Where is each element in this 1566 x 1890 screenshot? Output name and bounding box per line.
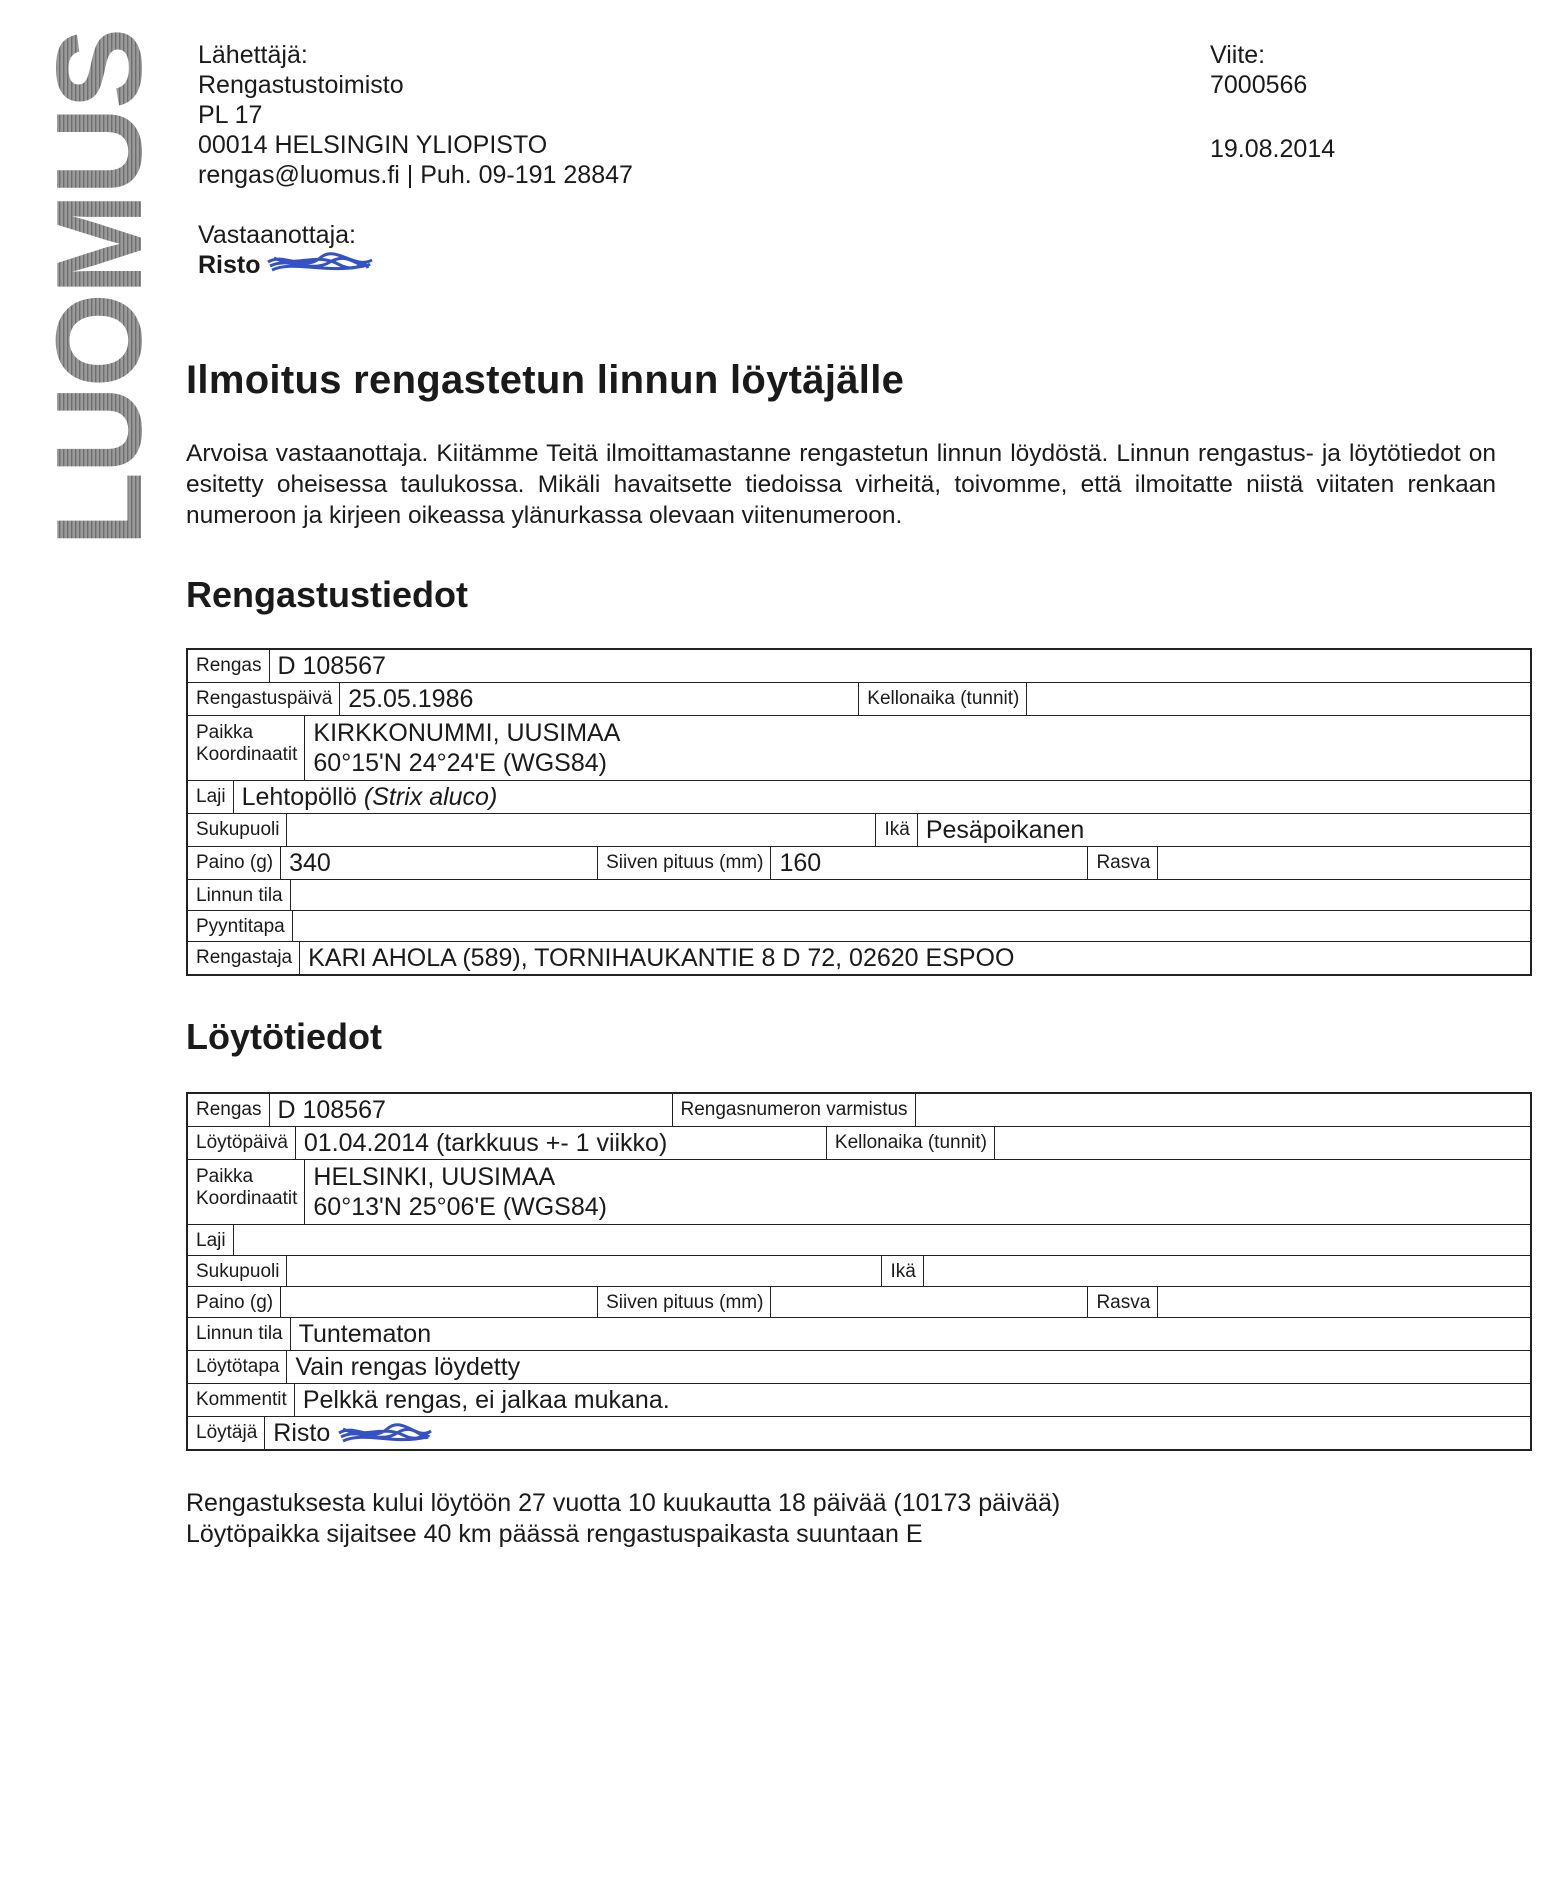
ringing-time-value [1027, 683, 1530, 715]
find-ring-row [188, 1094, 1530, 1126]
recipient-name-wrap [198, 250, 261, 280]
summary-elapsed: Rengastuksesta kului löytöön 27 vuotta 10 kuukautta 18 päivää (10173 päivää) [186, 1489, 1061, 1517]
ring-value: D 108567 [270, 1094, 673, 1126]
intro-paragraph: Arvoisa vastaanottaja. Kiitämme Teitä ilmoittamastanne rengastetun linnun löydöstä. Linnun rengastus- ja löytötiedot on esitetty oheisessa taulukossa. Mikäli havaitsette tiedoissa virheitä, toivomme, että ilmoitatte niistä viitaten renkaan numeroon ja kirjeen oikeassa ylänurkassa olevaan viitenumeroon. [186, 440, 1496, 529]
place-label: Paikka [196, 722, 254, 743]
sender-line: Rengastustoimisto [198, 71, 404, 99]
sex-label: Sukupuoli [188, 1256, 287, 1286]
wing-value [771, 1287, 1088, 1317]
find-time-label: Kellonaika (tunnit) [827, 1127, 995, 1159]
redaction-scribble [264, 248, 376, 278]
find-weight-wing-fat-row [188, 1287, 1530, 1317]
place-coord-values [305, 1160, 615, 1224]
find-place-row [188, 1160, 1530, 1224]
comment-value: Pelkkä rengas, ei jalkaa mukana. [302, 1386, 670, 1414]
method-label: Löytötapa [188, 1351, 287, 1383]
ringer-label: Rengastaja [188, 942, 300, 974]
ringing-date-value: 25.05.1986 [340, 683, 859, 715]
ring-value: D 108567 [277, 652, 386, 680]
method-value: Vain rengas löydetty [295, 1353, 521, 1381]
weight-label: Paino (g) [188, 847, 281, 879]
coord-label: Koordinaatit [196, 1188, 298, 1209]
ringer-value: KARI AHOLA (589), TORNIHAUKANTIE 8 D 72, 02620 ESPOO [308, 944, 1015, 972]
sex-value [287, 814, 876, 846]
age-value: Pesäpoikanen [925, 816, 1085, 844]
letter-date: 19.08.2014 [1210, 135, 1336, 163]
finder-value: Risto [273, 1419, 331, 1447]
weight-value: 340 [281, 847, 598, 879]
ringing-time-label: Kellonaika (tunnit) [859, 683, 1027, 715]
find-condition-row [188, 1318, 1530, 1350]
page-title: Ilmoitus rengastetun linnun löytäjälle [186, 358, 905, 402]
fat-label: Rasva [1088, 847, 1158, 879]
sender-line: PL 17 [198, 101, 263, 129]
reference-number: 7000566 [1210, 71, 1308, 99]
find-date-label: Löytöpäivä [188, 1127, 296, 1159]
species-latin: (Strix aluco) [363, 783, 498, 811]
reference-label: Viite: [1210, 41, 1266, 69]
species-label: Laji [188, 781, 234, 813]
find-time-value [995, 1127, 1530, 1159]
condition-row [188, 880, 1530, 910]
finding-heading: Löytötiedot [186, 1016, 382, 1057]
age-label: Ikä [876, 814, 917, 846]
coord-value: 60°15'N 24°24'E (WGS84) [313, 749, 607, 777]
coord-value: 60°13'N 25°06'E (WGS84) [313, 1193, 607, 1221]
condition-value [291, 880, 1530, 910]
find-finder-row [188, 1417, 1530, 1449]
condition-label: Linnun tila [188, 880, 291, 910]
capture-value [293, 911, 1530, 941]
verify-label: Rengasnumeron varmistus [673, 1094, 916, 1126]
age-value [924, 1256, 1530, 1286]
wing-label: Siiven pituus (mm) [598, 1287, 771, 1317]
reference-block [1210, 40, 1335, 164]
species-value-wrap [234, 781, 1530, 813]
fat-value [1158, 1287, 1530, 1317]
find-date-row [188, 1127, 1530, 1159]
luomus-logo [31, 29, 167, 547]
capture-row [188, 911, 1530, 941]
sex-label: Sukupuoli [188, 814, 287, 846]
recipient-block [198, 220, 356, 280]
sender-line: rengas@luomus.fi | Puh. 09-191 28847 [198, 161, 633, 189]
finding-table [186, 1092, 1532, 1451]
age-label: Ikä [882, 1256, 923, 1286]
species-value: Lehtopöllö [241, 783, 357, 811]
fat-value [1158, 847, 1530, 879]
sender-label: Lähettäjä: [198, 41, 308, 69]
wing-value: 160 [771, 847, 1088, 879]
ring-row [188, 650, 1530, 682]
place-value: HELSINKI, UUSIMAA [313, 1163, 556, 1191]
recipient-name: Risto [198, 251, 261, 279]
sex-value [287, 1256, 882, 1286]
weight-value [281, 1287, 598, 1317]
find-date-value: 01.04.2014 (tarkkuus +- 1 viikko) [296, 1127, 827, 1159]
weight-label: Paino (g) [188, 1287, 281, 1317]
find-method-row [188, 1351, 1530, 1383]
species-row [188, 781, 1530, 813]
find-sex-age-row [188, 1256, 1530, 1286]
verify-value [916, 1094, 1530, 1126]
place-coord-labels [188, 716, 305, 780]
ring-label: Rengas [188, 650, 270, 682]
coord-label: Koordinaatit [196, 744, 298, 765]
ringing-date-row [188, 683, 1530, 715]
place-label: Paikka [196, 1166, 254, 1187]
place-value: KIRKKONUMMI, UUSIMAA [313, 719, 621, 747]
finder-label: Löytäjä [188, 1417, 265, 1449]
summary-block [186, 1488, 1060, 1550]
fat-label: Rasva [1088, 1287, 1158, 1317]
condition-label: Linnun tila [188, 1318, 291, 1350]
find-comment-row [188, 1384, 1530, 1416]
ringer-row [188, 942, 1530, 974]
sex-age-row [188, 814, 1530, 846]
find-species-row [188, 1225, 1530, 1255]
ringing-date-label: Rengastuspäivä [188, 683, 340, 715]
sender-block [198, 40, 633, 190]
luomus-logo-mark [31, 29, 167, 547]
species-value [234, 1225, 1530, 1255]
logo-text: LUOMUS [31, 29, 167, 547]
sender-line: 00014 HELSINGIN YLIOPISTO [198, 131, 548, 159]
species-label: Laji [188, 1225, 234, 1255]
finder-value-wrap [265, 1417, 1530, 1449]
place-coord-values [305, 716, 628, 780]
summary-distance: Löytöpaikka sijaitsee 40 km päässä rengastuspaikasta suuntaan E [186, 1520, 923, 1548]
ring-label: Rengas [188, 1094, 270, 1126]
ringing-heading: Rengastustiedot [186, 574, 469, 615]
wing-label: Siiven pituus (mm) [598, 847, 771, 879]
redaction-scribble [337, 1421, 433, 1447]
place-coord-labels [188, 1160, 305, 1224]
recipient-label: Vastaanottaja: [198, 221, 356, 249]
comment-label: Kommentit [188, 1384, 295, 1416]
condition-value: Tuntematon [298, 1320, 432, 1348]
weight-wing-fat-row [188, 847, 1530, 879]
capture-label: Pyyntitapa [188, 911, 293, 941]
ringing-table [186, 648, 1532, 976]
ringing-place-row [188, 716, 1530, 780]
